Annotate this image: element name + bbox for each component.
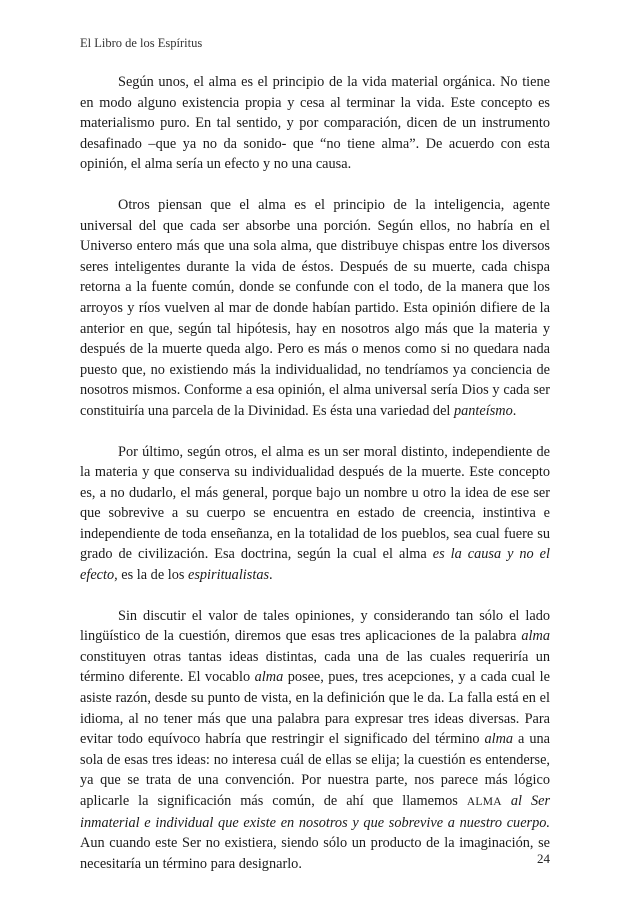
term-alma-3: alma [484, 731, 514, 748]
paragraph-4-d: a una sola de esas tres ideas: no interesa cuál de ellas se elija; la cuestión es entenderse, ya que se trata de una convención. Por nuestra parte, nos parece más lógico aplicarle la significación más común, de ahí que llamemos [80, 731, 550, 809]
paragraph-4-b: constituyen otras tantas ideas distintas, cada una de las cuales requeriría un término diferente. El vocablo [80, 648, 550, 686]
term-alma-1: alma [521, 628, 550, 645]
phrase-causa: es la causa y no el efecto [80, 546, 550, 584]
paragraph-2 [80, 195, 550, 422]
paragraph-2-end: . [512, 402, 517, 419]
definition-alma: al Ser inmaterial e individual que existe en nosotros y que sobrevive a nuestro cuerpo. [80, 793, 551, 831]
paragraph-2-text: Otros piensan que el alma es el principio de la inteligencia, agente universal del que cada ser absorbe una porción. Según ellos, no habría en el Universo entero más que una sola alma, que distribuye chispas entre los diversos seres inteligentes durante la vida de éstos. Después de su muerte, cada chispa retorna a la fuente común, donde se confunde con el todo, de la manera que los arroyos y ríos vuelven al mar de donde habían partido. Esta opinión difiere de la anterior en que, según tal hipótesis, hay en nosotros algo más que la materia y después de la muerte queda algo. Pero es más o menos como si no quedara nada puesto que, no existiendo más la individualidad, no tendríamos ya conciencia de nosotros mismos. Conforme a esa opinión, el alma universal sería Dios y cada ser constituiría una parcela de la Divinidad. Es ésta una variedad del [80, 196, 550, 419]
term-alma-2: alma [254, 669, 284, 686]
body-text [80, 72, 550, 874]
paragraph-1: Según unos, el alma es el principio de la vida material orgánica. No tiene en modo alguno existencia propia y cesa al terminar la vida. Este concepto es materialismo puro. En tal sentido, y por comparación, dicen de un instrumento desafinado –que ya no da sonido- que “no tiene alma”. De acuerdo con esta opinión, el alma sería un efecto y no una causa. [80, 74, 550, 173]
paragraph-4-f: Aun cuando este Ser no existiera, siendo sólo un producto de la imaginación, se necesitaría un término para designarlo. [80, 835, 550, 872]
running-header: El Libro de los Espíritus [80, 36, 203, 50]
paragraph-4-e [502, 793, 511, 809]
paragraph-3-end: . [269, 567, 273, 584]
paragraph-4-c: posee, pues, tres acepciones, y a cada cual le asiste razón, desde su punto de vista, en la definición que le da. La falla está en el idioma, al no tener más que una palabra para expresar tres ideas diversas. Para evitar todo equívoco habría que restringir el significado del término [80, 669, 550, 748]
paragraph-3-a: Por último, según otros, el alma es un ser moral distinto, independiente de la materia y que conserva su individualidad después de la muerte. Este concepto es, a no dudarlo, el más general, porque bajo un nombre u otro la idea de ese ser que sobrevive a su cuerpo se encuentra en estado de creencia, instintiva e independiente de toda enseñanza, en la totalidad de los pueblos, sea cual fuere su grado de civilización. Esa doctrina, según la cual el alma [80, 443, 550, 563]
term-alma-smallcaps: ALMA [466, 796, 502, 808]
paragraph-4 [80, 606, 550, 875]
page-number: 24 [537, 851, 550, 866]
paragraph-4-a: Sin discutir el valor de tales opiniones, y considerando tan sólo el lado lingüístico de la cuestión, diremos que esas tres aplicaciones de la palabra [80, 607, 550, 645]
term-panteismo: panteísmo [453, 402, 513, 419]
term-espiritualistas: espiritualistas [188, 567, 270, 584]
paragraph-3-b: , es la de los [114, 567, 188, 584]
paragraph-3 [80, 442, 550, 586]
